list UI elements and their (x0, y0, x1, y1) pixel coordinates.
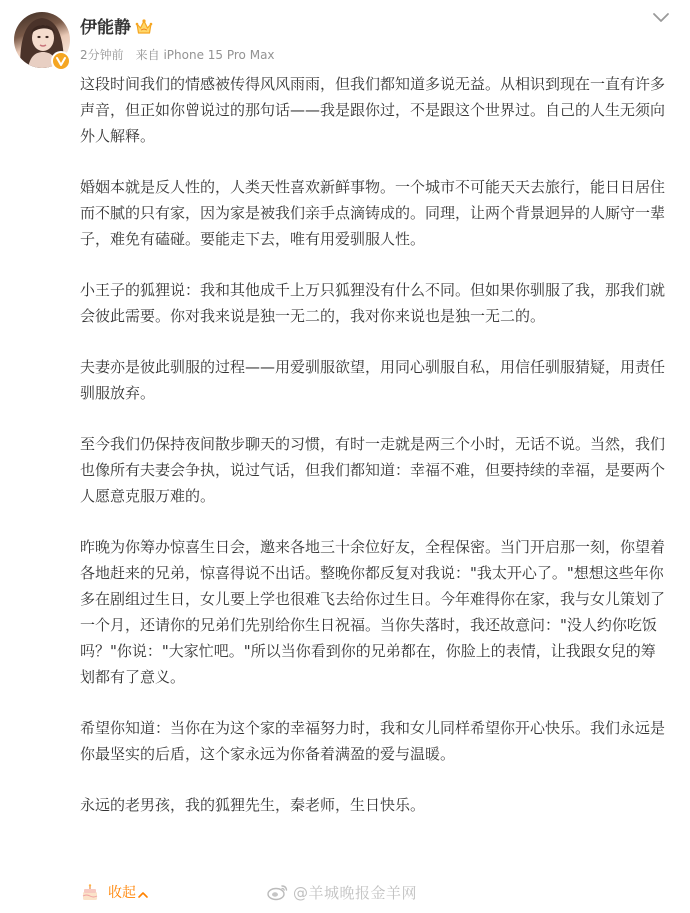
post-paragraph: 小王子的狐狸说：我和其他成千上万只狐狸没有什么不同。但如果你驯服了我，那我们就会彼此需要。你对我来说是独一无二的，我对你来说也是独一无二的。 (80, 281, 666, 325)
post-paragraph: 昨晚为你筹办惊喜生日会，邀来各地三十余位好友，全程保密。当门开启那一刻，你望着各地赶来的兄弟，惊喜得说不出话。整晚你都反复对我说："我太开心了。"想想这些年你多在剧组过生日，女儿要上学也很难飞去给你过生日。今年难得你在家，我与女儿策划了一个月，还请你的兄弟们先别给你生日祝福。当你失落时，我还故意问："没人约你吃饭吗？"你说："大家忙吧。"所以当你看到你的兄弟都在，你脸上的表情，让我跟女兒的筹划都有了意义。 (80, 538, 666, 686)
post-paragraph: 永远的老男孩，我的狐狸先生，秦老师，生日快乐。 (80, 796, 426, 814)
post-meta (80, 47, 275, 63)
post-header (0, 0, 690, 80)
collapse-label: 收起 (108, 885, 136, 901)
watermark-text: @羊城晚报金羊网 (293, 884, 418, 902)
chevron-down-icon[interactable] (650, 10, 672, 26)
post-content (80, 71, 668, 818)
post-paragraph: 希望你知道：当你在为这个家的幸福努力时，我和女儿同样希望你开心快乐。我们永远是你最坚实的后盾，这个家永远为你备着满盈的爱与温暖。 (80, 719, 666, 763)
vip-verified-icon (52, 52, 70, 70)
post-paragraph: 这段时间我们的情感被传得风风雨雨，但我们都知道多说无益。从相识到现在一直有许多声音，但正如你曾说过的那句话——我是跟你过，不是跟这个世界过。自己的人生无须向外人解释。 (80, 75, 666, 145)
post-time: 2分钟前 (80, 48, 124, 62)
post-source: 来自 iPhone 15 Pro Max (135, 48, 275, 62)
chevron-up-icon (137, 886, 149, 898)
author-name[interactable]: 伊能静 (80, 18, 131, 38)
post-paragraph: 婚姻本就是反人性的，人类天性喜欢新鲜事物。一个城市不可能天天去旅行，能日日居住而不腻的只有家，因为家是被我们亲手点滴铸成的。同理，让两个背景迥异的人厮守一辈子，难免有磕碰。要能走下去，唯有用爱驯服人性。 (80, 178, 666, 248)
post-paragraph: 夫妻亦是彼此驯服的过程——用爱驯服欲望，用同心驯服自私，用信任驯服猜疑，用责任驯服放弃。 (80, 358, 666, 402)
crown-icon[interactable] (134, 17, 154, 37)
post-paragraph: 至今我们仍保持夜间散步聊天的习惯，有时一走就是两三个小时，无话不说。当然，我们也像所有夫妻会争执，说过气话，但我们都知道：幸福不难，但要持续的幸福，是要两个人愿意克服万难的。 (80, 435, 666, 505)
collapse-icon (80, 883, 100, 903)
weibo-logo-icon (267, 883, 289, 901)
